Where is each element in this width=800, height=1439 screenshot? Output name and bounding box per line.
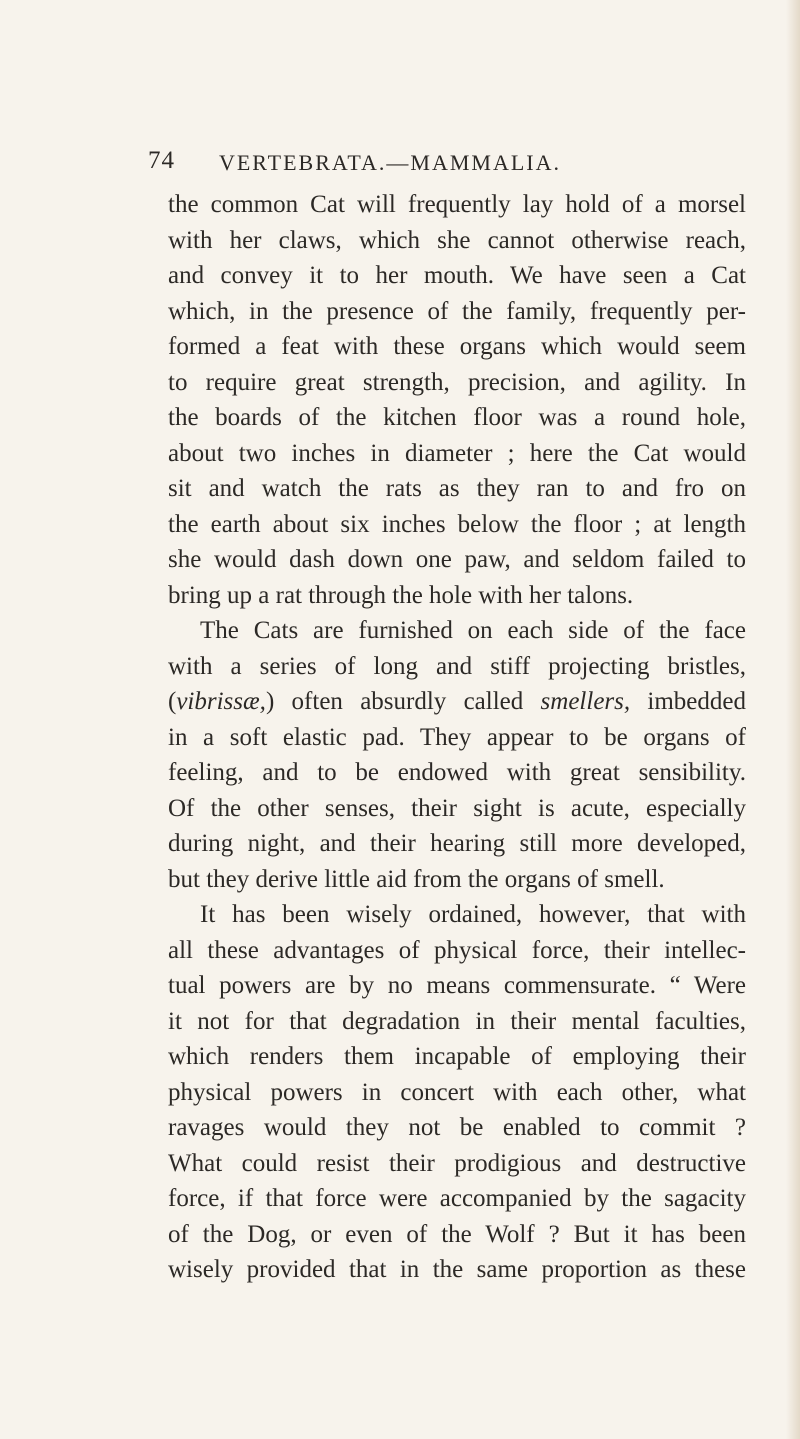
italic-term-smellers: smellers,	[540, 688, 631, 715]
italic-term-vibrissae: vibrissæ,	[176, 688, 266, 715]
text-line: it not for that degradation in their mental faculties,	[168, 1007, 746, 1035]
text-line: all these advantages of physical force, their intellec-	[168, 936, 746, 964]
text-line: in a soft elastic pad. They appear to be organs of	[168, 723, 746, 751]
text-line: Of the other senses, their sight is acute, especially	[168, 794, 746, 822]
text-line: with her claws, which she cannot otherwise reach,	[168, 226, 746, 254]
text-line: about two inches in diameter ; here the Cat would	[168, 439, 746, 467]
text-line: physical powers in concert with each other, what	[168, 1078, 746, 1106]
text-line: to require great strength, precision, and agility. In	[168, 368, 746, 396]
text-fragment: ) often absurdly called	[265, 688, 541, 715]
text-line: sit and watch the rats as they ran to and fro on	[168, 475, 746, 502]
text-line: formed a feat with these organs which would seem	[168, 333, 746, 360]
text-line: of the Dog, or even of the Wolf ? But it has been	[168, 1220, 746, 1248]
running-head: VERTEBRATA.—MAMMALIA.	[218, 150, 562, 175]
text-line: wisely provided that in the same proportion as these	[168, 1256, 746, 1283]
text-line: the earth about six inches below the floor ; at length	[168, 510, 746, 538]
text-line: during night, and their hearing still more developed,	[168, 830, 746, 857]
text-line: ravages would they not be enabled to commit ?	[168, 1114, 746, 1141]
text-line: bring up a rat through the hole with her talons.	[168, 581, 634, 609]
text-fragment: (	[168, 688, 177, 715]
text-line: tual powers are by no means commensurate. “ Were	[168, 972, 746, 999]
text-line: force, if that force were accompanied by the sagacity	[168, 1185, 746, 1212]
text-line-with-italics	[168, 684, 746, 720]
paragraph-start-line: The Cats are furnished on each side of the face	[200, 617, 746, 644]
text-line: with a series of long and stiff projecting bristles,	[168, 652, 746, 680]
text-line: which renders them incapable of employing their	[168, 1043, 746, 1070]
text-line: but they derive little aid from the organs of smell.	[168, 865, 665, 893]
text-line: the boards of the kitchen floor was a round hole,	[168, 404, 746, 431]
text-fragment: imbedded	[630, 688, 746, 715]
paragraph-start-line: It has been wisely ordained, however, that with	[200, 901, 746, 928]
page-number: 74	[148, 147, 175, 174]
text-line: feeling, and to be endowed with great sensibility.	[168, 759, 746, 786]
text-line: she would dash down one paw, and seldom failed to	[168, 546, 746, 573]
text-line: and convey it to her mouth. We have seen a Cat	[168, 262, 746, 289]
body-text	[168, 187, 746, 1288]
text-line: What could resist their prodigious and destructive	[168, 1149, 746, 1177]
text-line: the common Cat will frequently lay hold of a morsel	[168, 191, 746, 218]
text-line: which, in the presence of the family, frequently per-	[168, 297, 746, 325]
